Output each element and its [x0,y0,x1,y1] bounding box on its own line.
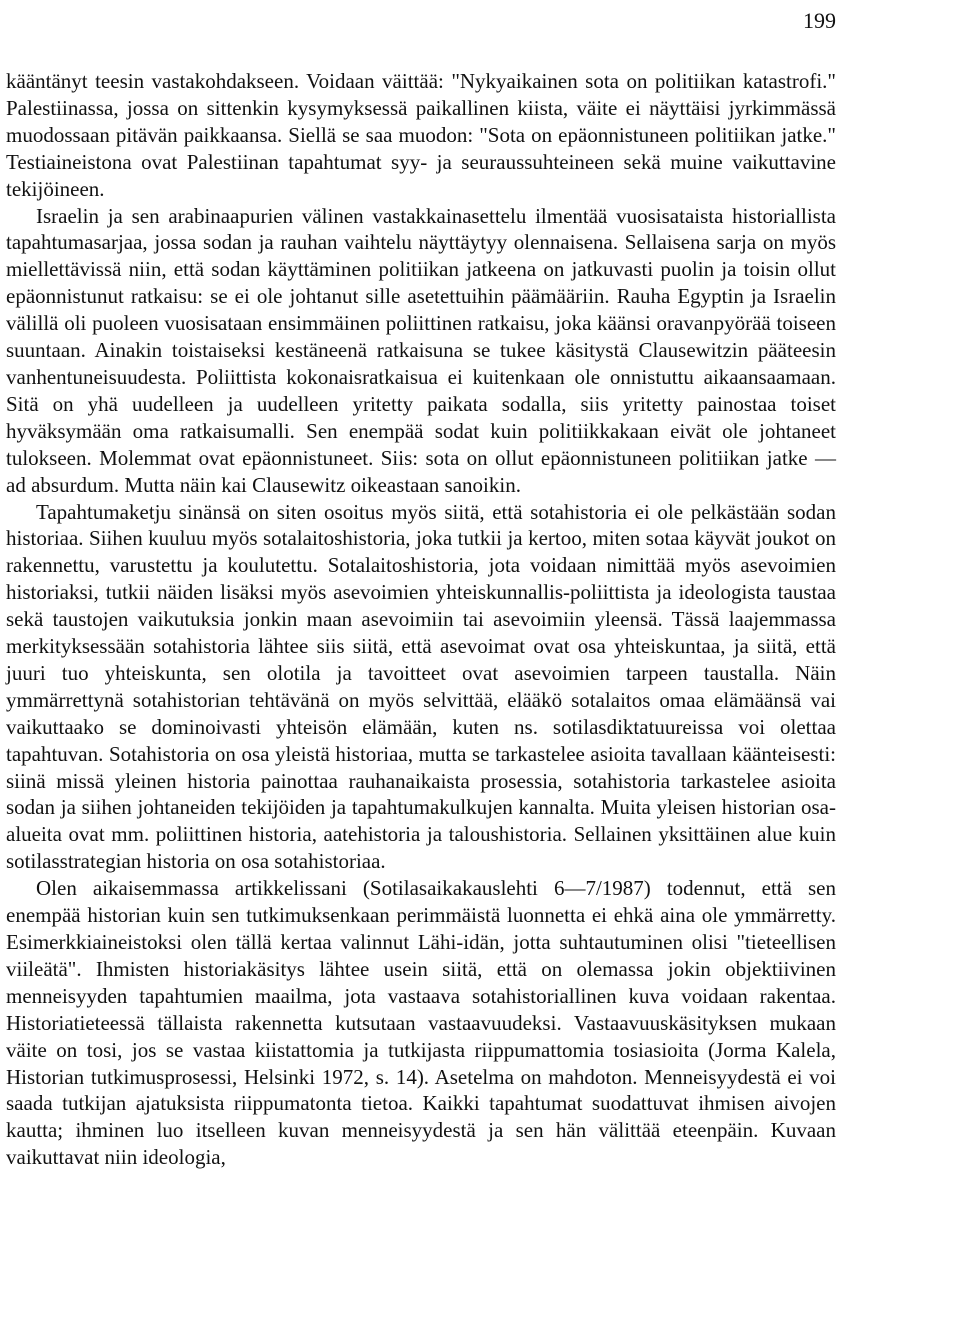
paragraph-3: Tapahtumaketju sinänsä on siten osoitus myös siitä, että sotahistoria ei ole pelkästään sodan historiaa. Siihen kuuluu myös sotalaitoshistoria, joka tutkii ja kertoo, miten sotaa käyvät joukot on rakennettu, varustettu ja koulutettu. Sotalaitoshistoria, jota voidaan nimittää myös asevoimien historiaksi, tutkii näiden lisäksi myös asevoimien yhteiskunnallis-poliittista ja ideologista taustaa sekä taustojen vaikutuksia jonkin maan asevoimiin tai asevoimiin yleensä. Tässä laajemmassa merkityksessään sotahistoria lähtee siis siitä, että asevoimat ovat osa yhteiskuntaa, ja siitä, että juuri tuo yhteiskunta, sen olotila ja tavoitteet ovat asevoimien tarpeen taustalla. Näin ymmärrettynä sotahistorian tehtävänä on myös selvittää, elääkö sotalaitos omaa elämäänsä vai vaikuttaako se dominoivasti yhteisön elämään, kuten ns. sotilasdiktatuureissa voi olettaa tapahtuvan. Sotahistoria on osa yleistä historiaa, mutta se tarkastelee asioita tavallaan käänteisesti: siinä missä yleinen historia painottaa rauhanaikaista prosessia, sotahistoria tarkastelee asioita sodan ja siihen johtaneiden tekijöiden ja tapahtumakulkujen kannalta. Muita yleisen historian osa-alueita ovat mm. poliittinen historia, aatehistoria ja taloushistoria. Sellainen yksittäinen alue kuin sotilasstrategian historia on osa sotahistoriaa. [6,499,836,874]
paragraph-4: Olen aikaisemmassa artikkelissani (Sotilasaikakauslehti 6—7/1987) todennut, että sen enempää historian kuin sen tutkimuksenkaan perimmäistä luonnetta ei ehkä aina ole ymmärretty. Esimerkkiaineistoksi olen tällä kertaa valinnut Lähi-idän, jotta suhtautuminen olisi "tieteellisen viileätä". Ihmisten historiakäsitys lähtee usein siitä, että on olemassa jokin objektiivinen menneisyyden tapahtumien maailma, jota vastaava sotahistoriallinen kuva voidaan rakentaa. Historiatieteessä tällaista rakennetta kutsutaan vastaavuudeksi. Vastaavuuskäsityksen mukaan väite on tosi, jos se vastaa kiistattomia ja tutkijasta riippumattomia tosiasioita (Jorma Kalela, Historian tutkimusprosessi, Helsinki 1972, s. 14). Asetelma on mahdoton. Menneisyydestä ei voi saada tutkijan ajatuksista riippumatonta tietoa. Kaikki tapahtumat suodattuvat ihmisen aivojen kautta; ihminen luo itselleen kuvan menneisyydestä ja sen hän välittää eteenpäin. Kuvaan vaikuttavat niin ideologia, [6,876,836,1170]
paragraph-2: Israelin ja sen arabinaapurien välinen vastakkainasettelu ilmentää vuosisataista historiallista tapahtumasarjaa, jossa sodan ja rauhan vaihtelu näyttäytyy olennaisena. Sellaisena sarja on myös miellettävissä niin, että sodan käyttäminen politiikan jatkeena on jatkuvasti puolin ja toisin ollut epäonnistunut ratkaisu: se ei ole johtanut sille asetettuihin päämääriin. Rauha Egyptin ja Israelin välillä oli puoleen vuosisataan ensimmäinen poliittinen ratkaisu, joka käänsi oravanpyörää toiseen suuntaan. Ainakin toistaiseksi kestäneenä ratkaisuna se tukee käsitystä Clausewitzin pääteesin vanhentuneisuudesta. Poliittista kokonaisratkaisua ei kuitenkaan ole onnistuttu aikaansaamaan. Sitä on yhä uudelleen ja uudelleen yritetty paikata sodalla, siis yritetty painostaa toiset hyväksymään oma ratkaisumalli. Sen enempää sodat kuin politiikkakaan eivät ole johtaneet tulokseen. Molemmat ovat epäonnistuneet. Siis: sota on ollut epäonnistuneen politiikan jatke — ad absurdum. Mutta näin kai Clausewitz oikeastaan sanoikin. [6,203,836,497]
body-text [6,68,836,1171]
page-number: 199 [803,8,836,33]
paragraph-1: kääntänyt teesin vastakohdakseen. Voidaan väittää: "Nykyaikainen sota on politiikan katastrofi." Palestiinassa, jossa on sittenkin kysymyksessä paikallinen kiista, väite ei näyttäisi jyrkimmässä muodossaan pitävän paikkaansa. Siellä se saa muodon: "Sota on epäonnistuneen politiikan jatke." Testiaineistona ovat Palestiinan tapahtumat syy- ja seuraussuhteineen sekä muine vaikuttavine tekijöineen. [6,69,836,201]
